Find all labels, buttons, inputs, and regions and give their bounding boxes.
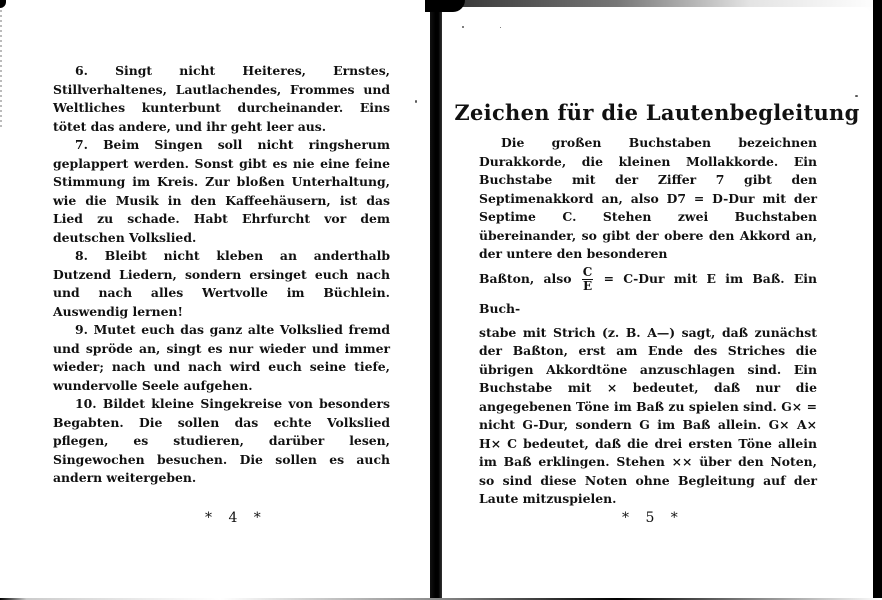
paragraph-text: stabe mit Strich (z. B. A—) sagt, daß zunächst der Baßton, erst am Ende des Striches die übrigen Akkordtöne anzuschlagen sind. Ein Buchstabe mit × bedeutet, daß nur die angegebenen Töne im Baß zu spielen sind. G× = nicht G-Dur, sondern G im Baß allein. G× A× H× C bedeutet, daß die drei ersten Töne allein im Baß erklingen. Stehen ×× über den Noten, so sind diese Noten ohne Begleitung auf der Laute mitzuspielen. [479,324,817,506]
bass-prefix-text: Baßton, also [479,270,572,286]
paragraph-number: 10. [75,396,97,411]
bass-suffix-text: = C-Dur mit E im Baß. Ein Buch- [479,270,817,316]
paragraph-number: 6. [75,63,88,78]
right-page-body [479,134,817,509]
paragraph-intro [479,134,817,264]
scan-speck [855,95,858,97]
paragraph-7 [53,136,390,247]
paragraph-text: Bleibt nicht kleben an anderthalb Dutzend Liedern, sondern ersinget euch nach und nach alles Wertvolle im Büchlein. Auswendig lernen! [53,248,390,319]
paragraph-text: Die großen Buchstaben bezeichnen Durakkorde, die kleinen Mollakkorde. Ein Buchstabe mit der Ziffer 7 gibt den Septimenakkord an, also D7 = D-Dur mit der Septime C. Stehen zwei Buchstaben übereinander, so gibt der obere den Akkord an, der untere den besonderen [479,135,817,261]
chord-fraction [582,266,594,293]
paragraph-number: 7. [75,137,88,152]
left-edge-noise [0,10,2,130]
fraction-top: C [582,264,593,279]
paragraph-text: Beim Singen soll nicht ringsherum geplappert werden. Sonst gibt es nie eine feine Stimmung im Kreis. Zur bloßen Unterhaltung, wie die Musik in den Kaffeehäusern, ist das Lied zu schade. Habt Ehrfurcht vor dem deutschen Volkslied. [53,137,390,245]
paragraph-number: 9. [75,322,88,337]
scan-speck [462,26,464,28]
paragraph-continued [479,324,817,509]
paragraph-number: 8. [75,248,88,263]
paragraph-9 [53,321,390,395]
paragraph-10 [53,395,390,488]
paragraph-bass-line [479,264,817,324]
paragraph-text: Bildet kleine Singekreise von besonders Begabten. Die sollen das echte Volkslied pflegen, es studieren, darüber lesen, Singewochen besuchen. Die sollen es auch andern weitergeben. [53,396,390,485]
paragraph-text: Singt nicht Heiteres, Ernstes, Stillverhaltenes, Lautlachendes, Frommes und Weltliches kunterbunt durcheinander. Eins tötet das andere, und ihr geht leer aus. [53,63,390,134]
fraction-bottom: E [582,278,593,293]
paragraph-8 [53,247,390,321]
scan-speck [415,100,417,103]
page-top-shadow [441,0,882,7]
scan-speck [500,27,501,28]
page-title: Zeichen für die Lautenbegleitung [454,100,860,125]
paragraph-text: Mutet euch das ganz alte Volkslied fremd und spröde an, singt es nur wieder und immer wieder; nach und nach wird euch seine tiefe, wundervolle Seele aufgehen. [53,322,390,393]
page-number-left: * 4 * [205,510,267,526]
gutter-top-shadow [425,0,465,12]
book-gutter [430,0,442,600]
paragraph-6 [53,62,390,136]
left-page-body [53,62,390,488]
right-edge-shadow [873,0,882,600]
page-number-right: * 5 * [622,510,684,526]
